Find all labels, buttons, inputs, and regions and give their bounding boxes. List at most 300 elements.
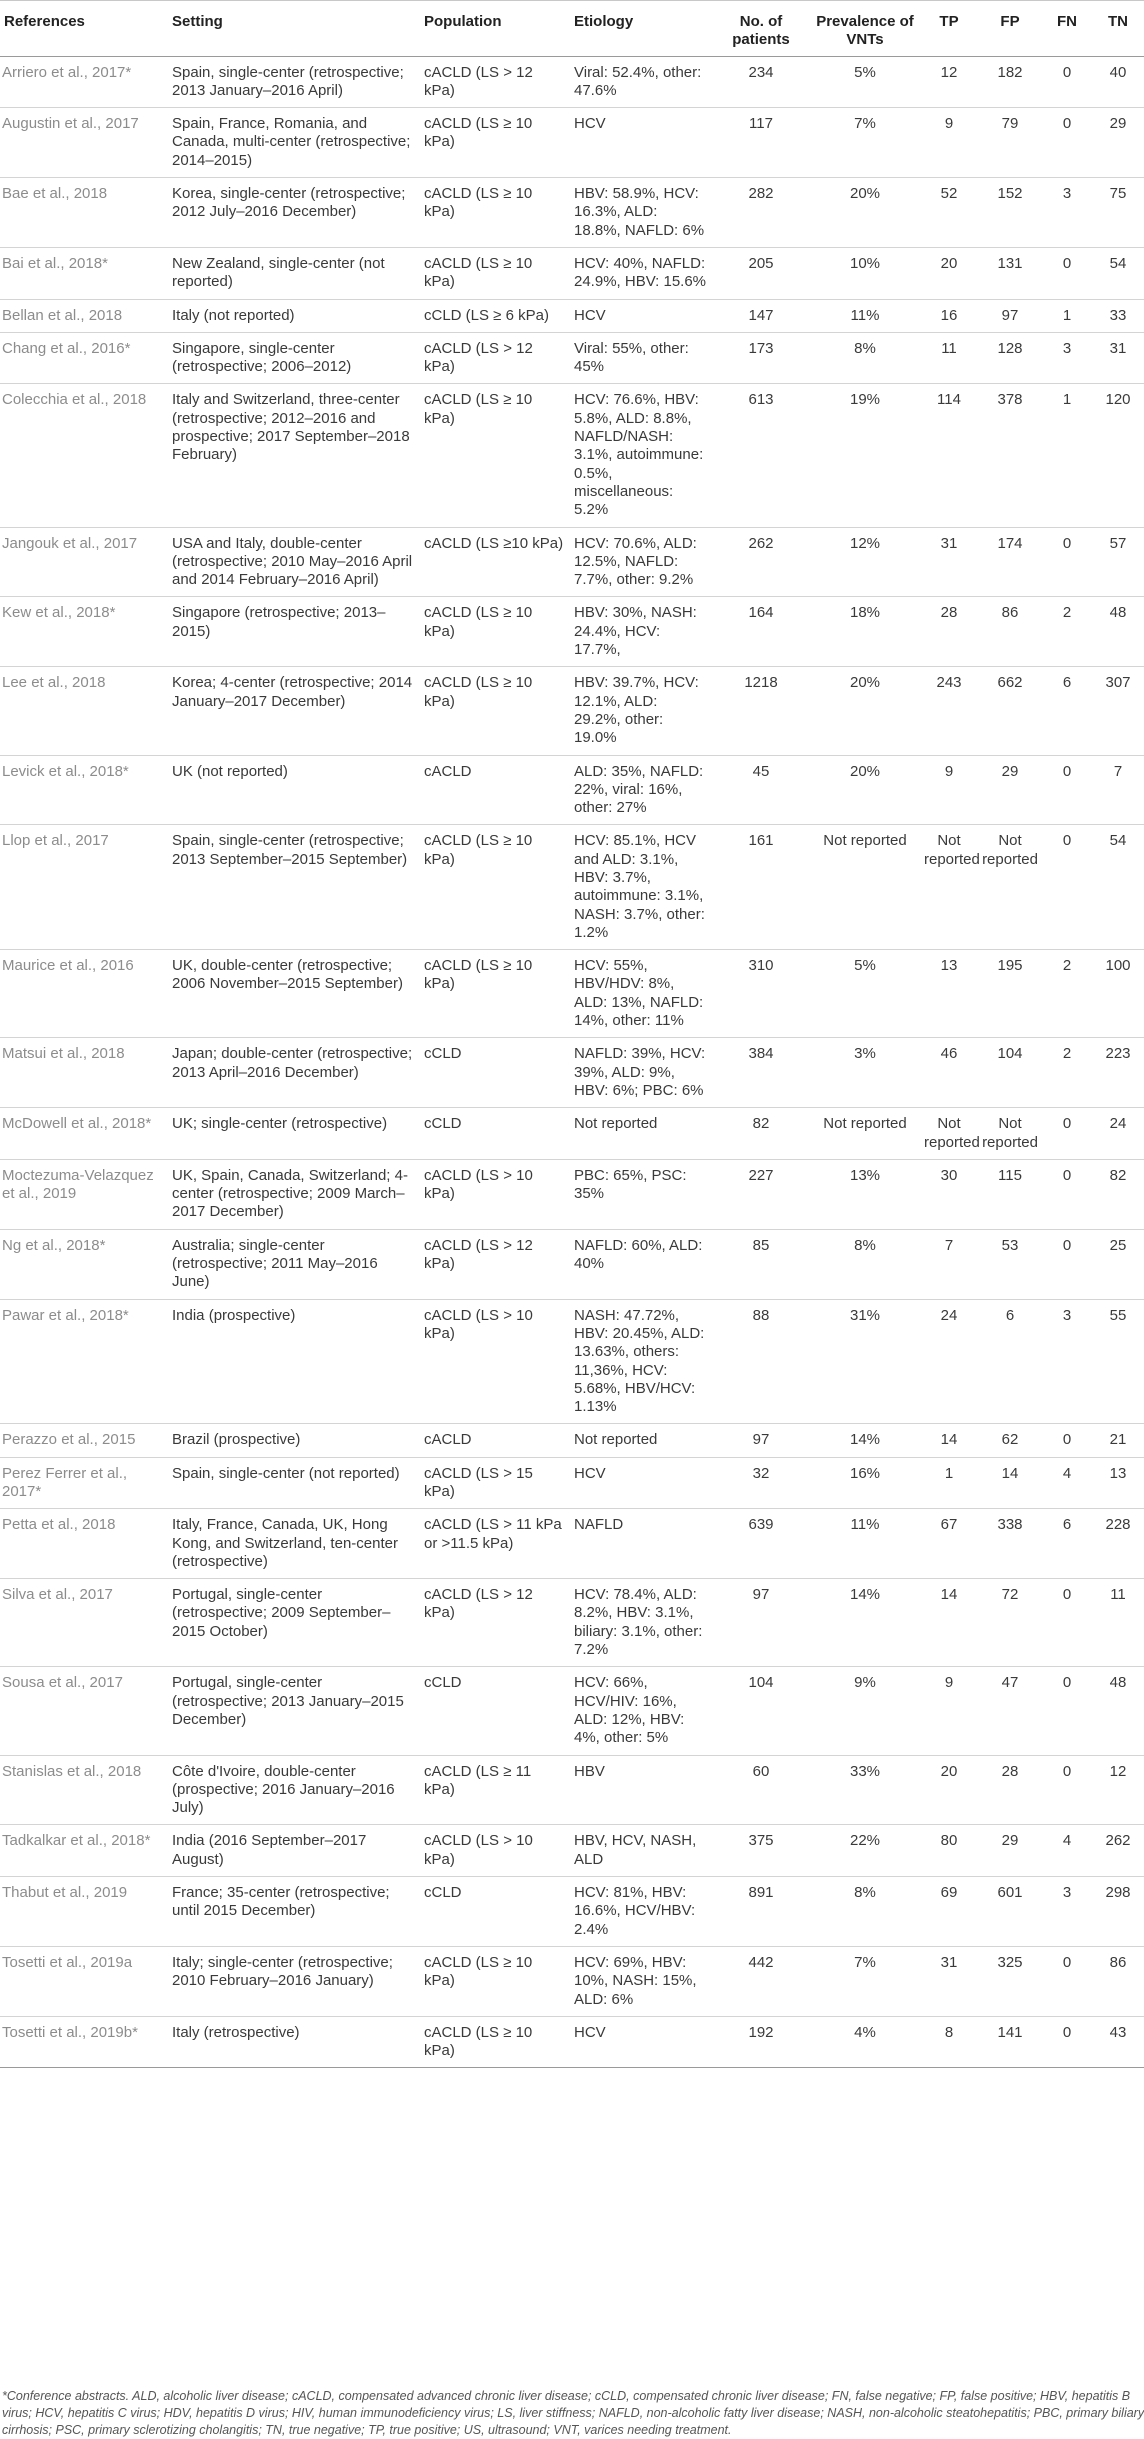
cell-etiology: HCV: 55%, HBV/HDV: 8%, ALD: 13%, NAFLD: 14%, other: 11% <box>570 950 712 1038</box>
cell-population: cACLD (LS > 12 kPa) <box>420 1579 570 1667</box>
cell-tp: 14 <box>920 1424 978 1457</box>
cell-tn: 29 <box>1092 108 1144 178</box>
cell-prevalence: 9% <box>810 1667 920 1755</box>
cell-fn: 0 <box>1042 1579 1092 1667</box>
table-row <box>0 1108 1144 1160</box>
header-etiology: Etiology <box>570 1 712 57</box>
cell-patients: 60 <box>712 1755 810 1825</box>
cell-fn: 3 <box>1042 1877 1092 1947</box>
cell-population: cACLD (LS ≥ 10 kPa) <box>420 2016 570 2068</box>
cell-etiology: Not reported <box>570 1108 712 1160</box>
table-row <box>0 950 1144 1038</box>
cell-tp: 16 <box>920 299 978 332</box>
cell-etiology: HCV: 70.6%, ALD: 12.5%, NAFLD: 7.7%, other: 9.2% <box>570 527 712 597</box>
cell-etiology: HBV, HCV, NASH, ALD <box>570 1825 712 1877</box>
cell-patients: 88 <box>712 1299 810 1424</box>
cell-tp: 30 <box>920 1159 978 1229</box>
cell-prevalence: 4% <box>810 2016 920 2068</box>
cell-tp: 114 <box>920 384 978 527</box>
table-row <box>0 299 1144 332</box>
header-prevalence: Prevalence of VNTs <box>810 1 920 57</box>
cell-patients: 32 <box>712 1457 810 1509</box>
cell-tn: 43 <box>1092 2016 1144 2068</box>
cell-setting: Italy (not reported) <box>168 299 420 332</box>
cell-prevalence: 20% <box>810 667 920 755</box>
cell-fp: 79 <box>978 108 1042 178</box>
table-row <box>0 178 1144 248</box>
cell-patients: 384 <box>712 1038 810 1108</box>
cell-fp: 115 <box>978 1159 1042 1229</box>
cell-fp: 662 <box>978 667 1042 755</box>
cell-patients: 97 <box>712 1424 810 1457</box>
cell-patients: 173 <box>712 332 810 384</box>
cell-prevalence: 19% <box>810 384 920 527</box>
cell-tp: 31 <box>920 527 978 597</box>
cell-patients: 192 <box>712 2016 810 2068</box>
cell-fp: 152 <box>978 178 1042 248</box>
cell-etiology: Viral: 55%, other: 45% <box>570 332 712 384</box>
cell-tp: 9 <box>920 108 978 178</box>
cell-etiology: HCV <box>570 1457 712 1509</box>
cell-setting: Côte d'Ivoire, double-center (prospective; 2016 January–2016 July) <box>168 1755 420 1825</box>
cell-etiology: NAFLD: 39%, HCV: 39%, ALD: 9%, HBV: 6%; PBC: 6% <box>570 1038 712 1108</box>
cell-fn: 0 <box>1042 247 1092 299</box>
cell-prevalence: 22% <box>810 1825 920 1877</box>
cell-prevalence: Not reported <box>810 1108 920 1160</box>
cell-reference: Llop et al., 2017 <box>0 825 168 950</box>
cell-fn: 3 <box>1042 178 1092 248</box>
cell-population: cACLD (LS ≥ 10 kPa) <box>420 597 570 667</box>
cell-patients: 282 <box>712 178 810 248</box>
cell-tn: 223 <box>1092 1038 1144 1108</box>
cell-fp: 128 <box>978 332 1042 384</box>
cell-population: cACLD <box>420 1424 570 1457</box>
cell-reference: Silva et al., 2017 <box>0 1579 168 1667</box>
table-row <box>0 1825 1144 1877</box>
cell-patients: 117 <box>712 108 810 178</box>
cell-patients: 234 <box>712 56 810 108</box>
table-row <box>0 755 1144 825</box>
header-tn: TN <box>1092 1 1144 57</box>
cell-tp: 9 <box>920 755 978 825</box>
cell-prevalence: 8% <box>810 1229 920 1299</box>
table-row <box>0 1038 1144 1108</box>
table-row <box>0 1755 1144 1825</box>
cell-fp: 29 <box>978 1825 1042 1877</box>
cell-patients: 310 <box>712 950 810 1038</box>
cell-patients: 147 <box>712 299 810 332</box>
cell-reference: Chang et al., 2016* <box>0 332 168 384</box>
cell-fp: 601 <box>978 1877 1042 1947</box>
header-row <box>0 1 1144 57</box>
cell-fp: 28 <box>978 1755 1042 1825</box>
cell-fp: Not reported <box>978 1108 1042 1160</box>
cell-reference: Ng et al., 2018* <box>0 1229 168 1299</box>
cell-setting: Italy; single-center (retrospective; 2010 February–2016 January) <box>168 1946 420 2016</box>
cell-population: cACLD (LS > 12 kPa) <box>420 1229 570 1299</box>
cell-fp: 174 <box>978 527 1042 597</box>
table-header <box>0 1 1144 57</box>
cell-reference: Bai et al., 2018* <box>0 247 168 299</box>
cell-setting: USA and Italy, double-center (retrospective; 2010 May–2016 April and 2014 February–2016 April) <box>168 527 420 597</box>
cell-setting: Spain, single-center (not reported) <box>168 1457 420 1509</box>
cell-tn: 24 <box>1092 1108 1144 1160</box>
cell-population: cCLD <box>420 1877 570 1947</box>
cell-population: cACLD (LS > 10 kPa) <box>420 1825 570 1877</box>
cell-setting: Spain, single-center (retrospective; 2013 January–2016 April) <box>168 56 420 108</box>
cell-prevalence: 5% <box>810 950 920 1038</box>
cell-prevalence: 33% <box>810 1755 920 1825</box>
cell-reference: Tosetti et al., 2019b* <box>0 2016 168 2068</box>
cell-prevalence: 16% <box>810 1457 920 1509</box>
cell-setting: Australia; single-center (retrospective; 2011 May–2016 June) <box>168 1229 420 1299</box>
cell-tn: 31 <box>1092 332 1144 384</box>
cell-fp: 6 <box>978 1299 1042 1424</box>
cell-fn: 1 <box>1042 299 1092 332</box>
cell-population: cACLD <box>420 755 570 825</box>
cell-fp: Not reported <box>978 825 1042 950</box>
table-row <box>0 667 1144 755</box>
cell-etiology: HCV <box>570 299 712 332</box>
cell-etiology: HCV: 78.4%, ALD: 8.2%, HBV: 3.1%, biliary: 3.1%, other: 7.2% <box>570 1579 712 1667</box>
cell-setting: Italy (retrospective) <box>168 2016 420 2068</box>
cell-reference: Thabut et al., 2019 <box>0 1877 168 1947</box>
cell-reference: McDowell et al., 2018* <box>0 1108 168 1160</box>
cell-prevalence: 31% <box>810 1299 920 1424</box>
cell-tn: 57 <box>1092 527 1144 597</box>
table-row <box>0 1229 1144 1299</box>
cell-fn: 0 <box>1042 527 1092 597</box>
cell-tn: 100 <box>1092 950 1144 1038</box>
cell-fn: 0 <box>1042 1755 1092 1825</box>
cell-tn: 54 <box>1092 825 1144 950</box>
cell-setting: Italy, France, Canada, UK, Hong Kong, and Switzerland, ten-center (retrospective) <box>168 1509 420 1579</box>
cell-population: cACLD (LS ≥ 10 kPa) <box>420 384 570 527</box>
cell-fn: 0 <box>1042 1946 1092 2016</box>
header-patients: No. of patients <box>712 1 810 57</box>
cell-prevalence: 18% <box>810 597 920 667</box>
cell-tp: 20 <box>920 1755 978 1825</box>
table-row <box>0 2016 1144 2068</box>
cell-setting: Portugal, single-center (retrospective; 2009 September–2015 October) <box>168 1579 420 1667</box>
cell-reference: Moctezuma-Velazquez et al., 2019 <box>0 1159 168 1229</box>
cell-tn: 54 <box>1092 247 1144 299</box>
cell-fp: 86 <box>978 597 1042 667</box>
cell-etiology: HBV <box>570 1755 712 1825</box>
cell-population: cACLD (LS > 10 kPa) <box>420 1159 570 1229</box>
table-row <box>0 1667 1144 1755</box>
table-row <box>0 527 1144 597</box>
table-row <box>0 108 1144 178</box>
cell-tn: 262 <box>1092 1825 1144 1877</box>
cell-tp: Not reported <box>920 1108 978 1160</box>
cell-reference: Sousa et al., 2017 <box>0 1667 168 1755</box>
cell-fn: 0 <box>1042 1424 1092 1457</box>
cell-patients: 205 <box>712 247 810 299</box>
header-setting: Setting <box>168 1 420 57</box>
cell-tn: 12 <box>1092 1755 1144 1825</box>
table-row <box>0 1457 1144 1509</box>
cell-etiology: ALD: 35%, NAFLD: 22%, viral: 16%, other: 27% <box>570 755 712 825</box>
cell-prevalence: 5% <box>810 56 920 108</box>
cell-fn: 2 <box>1042 597 1092 667</box>
cell-fn: 3 <box>1042 332 1092 384</box>
cell-reference: Tadkalkar et al., 2018* <box>0 1825 168 1877</box>
cell-population: cACLD (LS ≥ 10 kPa) <box>420 247 570 299</box>
cell-reference: Perazzo et al., 2015 <box>0 1424 168 1457</box>
cell-setting: France; 35-center (retrospective; until 2015 December) <box>168 1877 420 1947</box>
cell-setting: Spain, single-center (retrospective; 2013 September–2015 September) <box>168 825 420 950</box>
cell-patients: 262 <box>712 527 810 597</box>
cell-fn: 4 <box>1042 1457 1092 1509</box>
cell-population: cACLD (LS > 10 kPa) <box>420 1299 570 1424</box>
cell-setting: Korea; 4-center (retrospective; 2014 January–2017 December) <box>168 667 420 755</box>
cell-fn: 0 <box>1042 755 1092 825</box>
cell-patients: 97 <box>712 1579 810 1667</box>
cell-tp: 24 <box>920 1299 978 1424</box>
cell-fn: 4 <box>1042 1825 1092 1877</box>
cell-fn: 2 <box>1042 1038 1092 1108</box>
table-row <box>0 825 1144 950</box>
cell-etiology: HCV: 85.1%, HCV and ALD: 3.1%, HBV: 3.7%, autoimmune: 3.1%, NASH: 3.7%, other: 1.2% <box>570 825 712 950</box>
cell-etiology: NAFLD: 60%, ALD: 40% <box>570 1229 712 1299</box>
cell-setting: New Zealand, single-center (not reported) <box>168 247 420 299</box>
cell-tp: 1 <box>920 1457 978 1509</box>
cell-reference: Arriero et al., 2017* <box>0 56 168 108</box>
cell-setting: India (prospective) <box>168 1299 420 1424</box>
cell-fn: 2 <box>1042 950 1092 1038</box>
cell-fp: 325 <box>978 1946 1042 2016</box>
cell-patients: 227 <box>712 1159 810 1229</box>
cell-setting: Italy and Switzerland, three-center (retrospective; 2012–2016 and prospective; 2017 September–2018 February) <box>168 384 420 527</box>
cell-patients: 85 <box>712 1229 810 1299</box>
cell-tp: 20 <box>920 247 978 299</box>
cell-patients: 891 <box>712 1877 810 1947</box>
cell-reference: Maurice et al., 2016 <box>0 950 168 1038</box>
cell-population: cACLD (LS ≥ 10 kPa) <box>420 108 570 178</box>
cell-prevalence: 11% <box>810 1509 920 1579</box>
cell-reference: Colecchia et al., 2018 <box>0 384 168 527</box>
cell-fn: 0 <box>1042 1108 1092 1160</box>
cell-population: cACLD (LS > 11 kPa or >11.5 kPa) <box>420 1509 570 1579</box>
cell-setting: India (2016 September–2017 August) <box>168 1825 420 1877</box>
cell-population: cACLD (LS > 12 kPa) <box>420 56 570 108</box>
header-fn: FN <box>1042 1 1092 57</box>
cell-fp: 104 <box>978 1038 1042 1108</box>
cell-fp: 195 <box>978 950 1042 1038</box>
table-footnote: *Conference abstracts. ALD, alcoholic liver disease; cACLD, compensated advanced chronic liver disease; cCLD, compensated chronic liver disease; FN, false negative; FP, false positive; HBV, hepatitis B virus; HCV, hepatitis C virus; HDV, hepatitis D virus; HIV, human immunodeficiency virus; LS, liver stiffness; NAFLD, non-alcoholic fatty liver disease; NASH, non-alcoholic steatohepatitis; PBC, primary biliary cirrhosis; PSC, primary sclerotizing cholangitis; TN, true negative; TP, true positive; US, ultrasound; VNT, varices needing treatment. <box>2 2389 1144 2437</box>
cell-setting: UK; single-center (retrospective) <box>168 1108 420 1160</box>
cell-patients: 164 <box>712 597 810 667</box>
cell-setting: Spain, France, Romania, and Canada, multi-center (retrospective; 2014–2015) <box>168 108 420 178</box>
cell-prevalence: 14% <box>810 1424 920 1457</box>
cell-fn: 1 <box>1042 384 1092 527</box>
cell-fp: 14 <box>978 1457 1042 1509</box>
cell-fn: 0 <box>1042 825 1092 950</box>
cell-prevalence: 3% <box>810 1038 920 1108</box>
cell-tn: 228 <box>1092 1509 1144 1579</box>
cell-setting: UK (not reported) <box>168 755 420 825</box>
cell-prevalence: 8% <box>810 332 920 384</box>
cell-population: cCLD (LS ≥ 6 kPa) <box>420 299 570 332</box>
cell-tn: 11 <box>1092 1579 1144 1667</box>
table-row <box>0 1579 1144 1667</box>
cell-tp: 7 <box>920 1229 978 1299</box>
cell-patients: 82 <box>712 1108 810 1160</box>
cell-prevalence: 13% <box>810 1159 920 1229</box>
cell-setting: UK, double-center (retrospective; 2006 November–2015 September) <box>168 950 420 1038</box>
cell-fp: 378 <box>978 384 1042 527</box>
cell-reference: Levick et al., 2018* <box>0 755 168 825</box>
cell-tp: 8 <box>920 2016 978 2068</box>
cell-prevalence: 10% <box>810 247 920 299</box>
cell-etiology: HBV: 58.9%, HCV: 16.3%, ALD: 18.8%, NAFLD: 6% <box>570 178 712 248</box>
cell-population: cACLD (LS ≥ 10 kPa) <box>420 950 570 1038</box>
table-row <box>0 597 1144 667</box>
cell-prevalence: 7% <box>810 108 920 178</box>
cell-population: cCLD <box>420 1108 570 1160</box>
cell-etiology: HCV: 76.6%, HBV: 5.8%, ALD: 8.8%, NAFLD/NASH: 3.1%, autoimmune: 0.5%, miscellaneous: 5.2% <box>570 384 712 527</box>
cell-reference: Stanislas et al., 2018 <box>0 1755 168 1825</box>
cell-etiology: HCV: 40%, NAFLD: 24.9%, HBV: 15.6% <box>570 247 712 299</box>
cell-fp: 62 <box>978 1424 1042 1457</box>
cell-tp: 69 <box>920 1877 978 1947</box>
cell-prevalence: 11% <box>810 299 920 332</box>
table-row <box>0 1299 1144 1424</box>
cell-etiology: HCV <box>570 2016 712 2068</box>
cell-tp: 46 <box>920 1038 978 1108</box>
cell-tn: 86 <box>1092 1946 1144 2016</box>
table-row <box>0 1159 1144 1229</box>
cell-fp: 338 <box>978 1509 1042 1579</box>
cell-prevalence: 14% <box>810 1579 920 1667</box>
header-references: References <box>0 1 168 57</box>
cell-reference: Matsui et al., 2018 <box>0 1038 168 1108</box>
cell-fp: 53 <box>978 1229 1042 1299</box>
cell-patients: 442 <box>712 1946 810 2016</box>
header-tp: TP <box>920 1 978 57</box>
table-row <box>0 1424 1144 1457</box>
cell-tn: 298 <box>1092 1877 1144 1947</box>
cell-fn: 0 <box>1042 56 1092 108</box>
cell-fn: 0 <box>1042 1667 1092 1755</box>
cell-reference: Jangouk et al., 2017 <box>0 527 168 597</box>
cell-etiology: HBV: 39.7%, HCV: 12.1%, ALD: 29.2%, other: 19.0% <box>570 667 712 755</box>
cell-tn: 120 <box>1092 384 1144 527</box>
cell-tp: 9 <box>920 1667 978 1755</box>
cell-setting: Brazil (prospective) <box>168 1424 420 1457</box>
cell-patients: 639 <box>712 1509 810 1579</box>
cell-reference: Tosetti et al., 2019a <box>0 1946 168 2016</box>
cell-tn: 82 <box>1092 1159 1144 1229</box>
table-row <box>0 384 1144 527</box>
cell-tn: 55 <box>1092 1299 1144 1424</box>
cell-reference: Perez Ferrer et al., 2017* <box>0 1457 168 1509</box>
cell-fp: 141 <box>978 2016 1042 2068</box>
cell-fp: 182 <box>978 56 1042 108</box>
cell-tn: 13 <box>1092 1457 1144 1509</box>
cell-population: cCLD <box>420 1038 570 1108</box>
cell-etiology: Viral: 52.4%, other: 47.6% <box>570 56 712 108</box>
cell-etiology: HCV <box>570 108 712 178</box>
cell-patients: 161 <box>712 825 810 950</box>
cell-fp: 29 <box>978 755 1042 825</box>
cell-tp: 67 <box>920 1509 978 1579</box>
cell-tp: 52 <box>920 178 978 248</box>
cell-tp: 12 <box>920 56 978 108</box>
cell-tp: 28 <box>920 597 978 667</box>
cell-prevalence: 7% <box>810 1946 920 2016</box>
table-row <box>0 247 1144 299</box>
cell-prevalence: 20% <box>810 178 920 248</box>
cell-prevalence: Not reported <box>810 825 920 950</box>
cell-reference: Bellan et al., 2018 <box>0 299 168 332</box>
cell-population: cACLD (LS ≥ 10 kPa) <box>420 667 570 755</box>
cell-tn: 307 <box>1092 667 1144 755</box>
cell-etiology: HBV: 30%, NASH: 24.4%, HCV: 17.7%, <box>570 597 712 667</box>
cell-patients: 375 <box>712 1825 810 1877</box>
cell-tn: 40 <box>1092 56 1144 108</box>
cell-patients: 104 <box>712 1667 810 1755</box>
table-row <box>0 1877 1144 1947</box>
cell-tp: 13 <box>920 950 978 1038</box>
cell-prevalence: 20% <box>810 755 920 825</box>
cell-etiology: NAFLD <box>570 1509 712 1579</box>
cell-patients: 1218 <box>712 667 810 755</box>
cell-prevalence: 12% <box>810 527 920 597</box>
cell-fn: 0 <box>1042 1229 1092 1299</box>
cell-prevalence: 8% <box>810 1877 920 1947</box>
cell-fp: 97 <box>978 299 1042 332</box>
cell-reference: Bae et al., 2018 <box>0 178 168 248</box>
cell-tp: Not reported <box>920 825 978 950</box>
cell-setting: Japan; double-center (retrospective; 2013 April–2016 December) <box>168 1038 420 1108</box>
cell-reference: Augustin et al., 2017 <box>0 108 168 178</box>
table-row <box>0 56 1144 108</box>
cell-tn: 21 <box>1092 1424 1144 1457</box>
cell-setting: Portugal, single-center (retrospective; 2013 January–2015 December) <box>168 1667 420 1755</box>
header-fp: FP <box>978 1 1042 57</box>
cell-fn: 6 <box>1042 1509 1092 1579</box>
cell-fn: 0 <box>1042 108 1092 178</box>
cell-etiology: PBC: 65%, PSC: 35% <box>570 1159 712 1229</box>
cell-etiology: NASH: 47.72%, HBV: 20.45%, ALD: 13.63%, others: 11,36%, HCV: 5.68%, HBV/HCV: 1.13% <box>570 1299 712 1424</box>
cell-patients: 45 <box>712 755 810 825</box>
cell-fn: 6 <box>1042 667 1092 755</box>
cell-population: cACLD (LS ≥10 kPa) <box>420 527 570 597</box>
cell-population: cACLD (LS ≥ 10 kPa) <box>420 1946 570 2016</box>
cell-tn: 48 <box>1092 1667 1144 1755</box>
cell-population: cACLD (LS ≥ 10 kPa) <box>420 825 570 950</box>
table-row <box>0 1509 1144 1579</box>
cell-tp: 11 <box>920 332 978 384</box>
cell-etiology: HCV: 66%, HCV/HIV: 16%, ALD: 12%, HBV: 4%, other: 5% <box>570 1667 712 1755</box>
cell-etiology: HCV: 81%, HBV: 16.6%, HCV/HBV: 2.4% <box>570 1877 712 1947</box>
cell-fn: 0 <box>1042 1159 1092 1229</box>
cell-population: cCLD <box>420 1667 570 1755</box>
cell-reference: Pawar et al., 2018* <box>0 1299 168 1424</box>
cell-fn: 0 <box>1042 2016 1092 2068</box>
cell-population: cACLD (LS ≥ 11 kPa) <box>420 1755 570 1825</box>
table-row <box>0 332 1144 384</box>
cell-setting: Korea, single-center (retrospective; 2012 July–2016 December) <box>168 178 420 248</box>
cell-tp: 243 <box>920 667 978 755</box>
cell-population: cACLD (LS > 15 kPa) <box>420 1457 570 1509</box>
cell-setting: UK, Spain, Canada, Switzerland; 4-center (retrospective; 2009 March–2017 December) <box>168 1159 420 1229</box>
cell-reference: Lee et al., 2018 <box>0 667 168 755</box>
cell-tp: 31 <box>920 1946 978 2016</box>
table-row <box>0 1946 1144 2016</box>
